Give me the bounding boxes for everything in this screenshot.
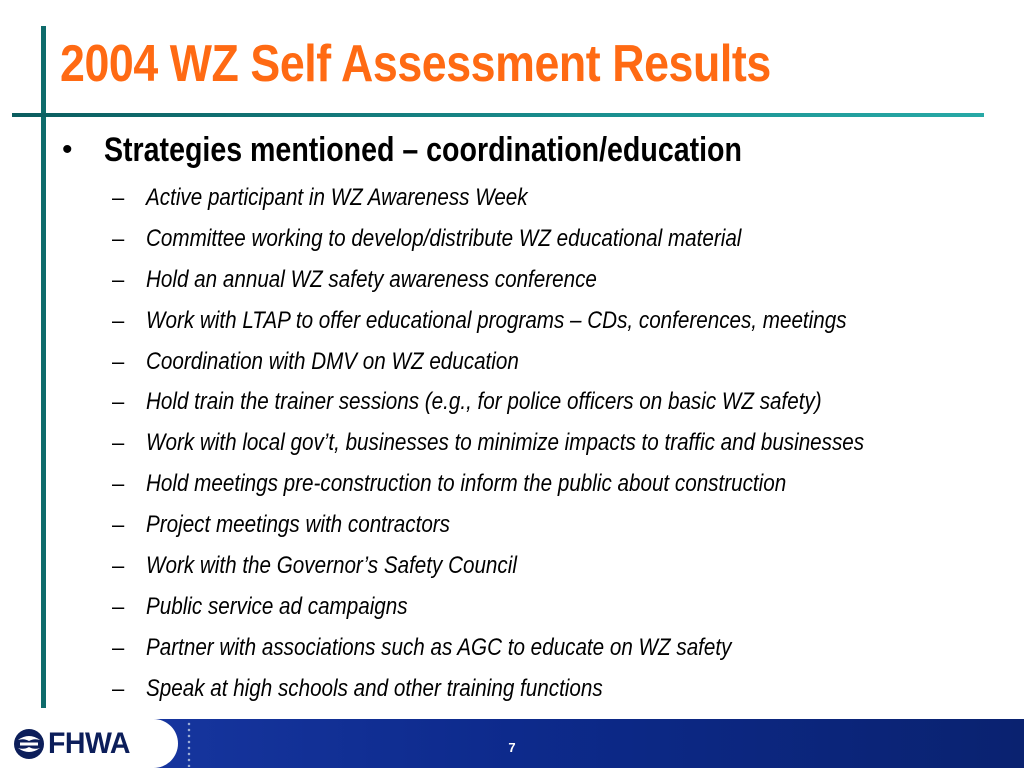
horizontal-rule	[12, 113, 984, 117]
dash-marker: –	[112, 430, 125, 456]
bullet-marker: •	[62, 133, 73, 166]
sub-bullet-item	[112, 342, 981, 383]
sub-bullet-text: Project meetings with contractors	[146, 511, 450, 539]
dash-marker: –	[112, 307, 125, 333]
dash-marker: –	[112, 389, 125, 415]
sub-bullet-list	[112, 178, 981, 710]
sub-bullet-item	[112, 546, 981, 587]
slide-title: 2004 WZ Self Assessment Results	[60, 35, 771, 93]
sub-bullet-text: Hold train the trainer sessions (e.g., for police officers on basic WZ safety)	[146, 388, 822, 416]
dash-marker: –	[112, 266, 125, 292]
main-bullet	[62, 130, 864, 170]
dash-marker: –	[112, 512, 125, 538]
sub-bullet-text: Partner with associations such as AGC to educate on WZ safety	[146, 633, 732, 661]
dash-marker: –	[112, 225, 125, 251]
sub-bullet-text: Work with LTAP to offer educational programs – CDs, conferences, meetings	[146, 306, 847, 334]
footer-divider	[187, 721, 191, 767]
vertical-rule	[41, 26, 46, 708]
sub-bullet-item	[112, 260, 981, 301]
dash-marker: –	[112, 593, 125, 619]
sub-bullet-text: Active participant in WZ Awareness Week	[146, 184, 528, 211]
sub-bullet-text: Hold an annual WZ safety awareness conference	[146, 265, 597, 293]
sub-bullet-item	[112, 219, 981, 260]
sub-bullet-text: Work with local gov’t, businesses to minimize impacts to traffic and businesses	[146, 429, 865, 457]
dash-marker: –	[112, 348, 125, 374]
sub-bullet-text: Speak at high schools and other training functions	[146, 674, 603, 702]
sub-bullet-item	[112, 464, 981, 505]
sub-bullet-text: Coordination with DMV on WZ education	[146, 347, 519, 375]
sub-bullet-item	[112, 587, 981, 628]
page-number: 7	[508, 740, 516, 755]
fhwa-logo	[0, 719, 178, 768]
sub-bullet-text: Committee working to develop/distribute WZ educational material	[146, 224, 742, 252]
sub-bullet-item	[112, 669, 981, 710]
dash-marker: –	[112, 553, 125, 579]
sub-bullet-item	[112, 423, 981, 464]
sub-bullet-item	[112, 628, 981, 669]
dash-marker: –	[112, 634, 125, 660]
sub-bullet-text: Hold meetings pre-construction to inform the public about construction	[146, 470, 787, 498]
dash-marker: –	[112, 675, 125, 701]
sub-bullet-item	[112, 301, 981, 342]
sub-bullet-text: Work with the Governor’s Safety Council	[146, 552, 517, 580]
sub-bullet-item	[112, 505, 981, 546]
fhwa-logo-text: FHWA	[48, 727, 131, 760]
main-bullet-text: Strategies mentioned – coordination/education	[104, 131, 743, 169]
dash-marker: –	[112, 185, 125, 210]
fhwa-emblem-icon	[12, 727, 46, 761]
sub-bullet-item	[112, 178, 981, 219]
sub-bullet-item	[112, 382, 981, 423]
dash-marker: –	[112, 471, 125, 497]
sub-bullet-text: Public service ad campaigns	[146, 592, 408, 620]
